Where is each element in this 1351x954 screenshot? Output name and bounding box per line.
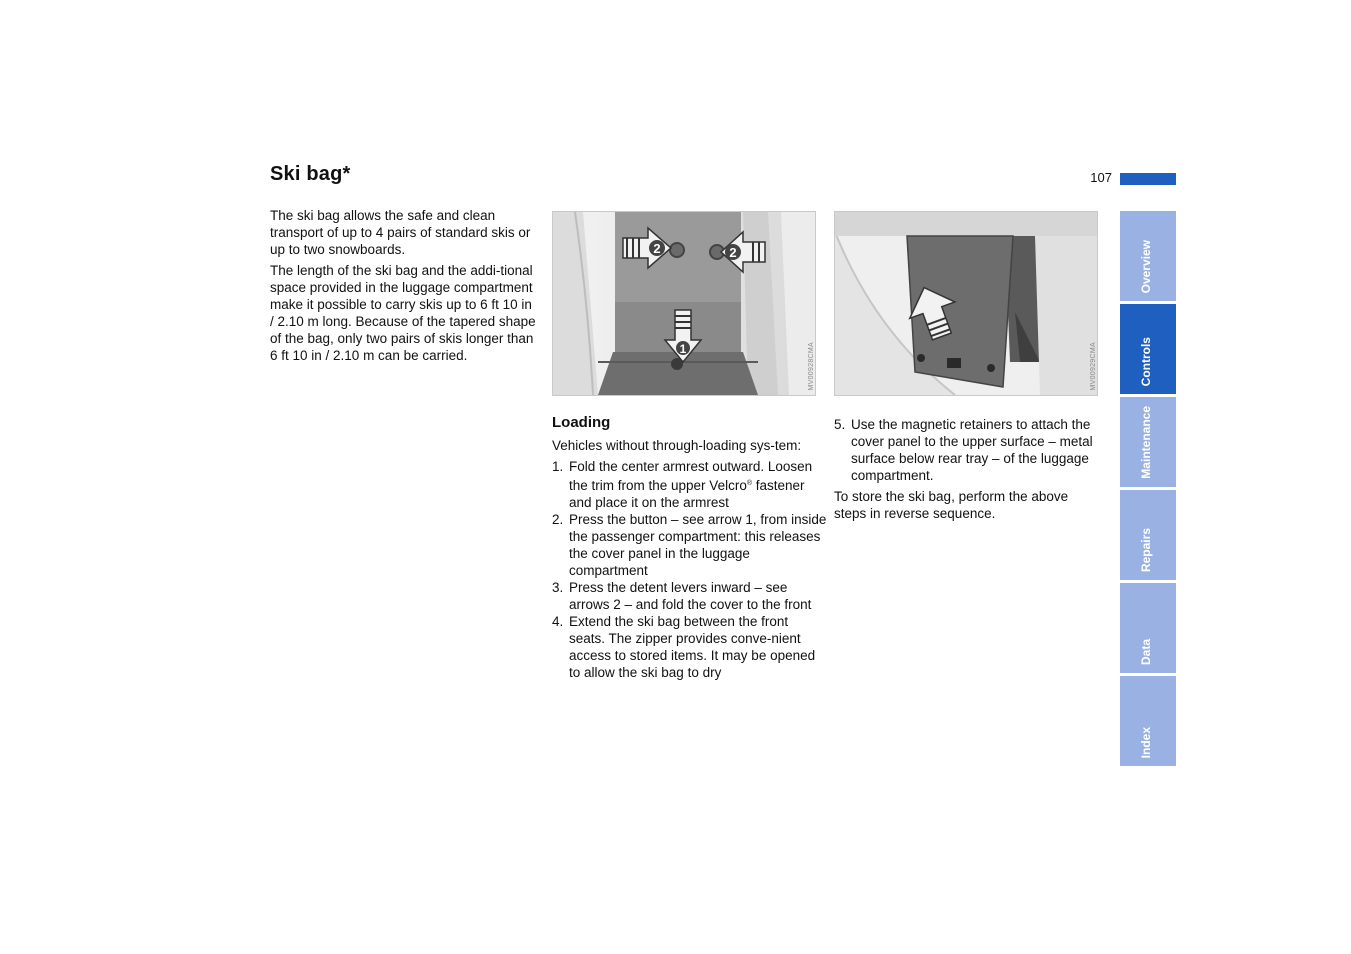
tab-data[interactable] [1120,583,1176,673]
step-text: Fold the center armrest outward. Loosen the trim from the upper Velcro [569,459,813,493]
tab-maintenance[interactable] [1120,397,1176,487]
step-number: 3. [552,580,564,595]
step-item [552,613,827,681]
closing-paragraph: To store the ski bag, perform the above steps in reverse sequence. [834,489,1069,521]
step-number: 2. [552,512,564,527]
step-text: Press the button – see arrow 1, from inside the passenger compartment: this releases the cover panel in the luggage compartment [569,512,827,578]
step-number: 4. [552,614,564,629]
intro-column [270,207,538,368]
step-item [552,511,827,579]
step-item [552,579,827,613]
step-number: 1. [552,459,564,474]
loading-steps-list [552,458,827,681]
tab-label: Index [1139,726,1153,758]
loading-steps-list-continued [834,416,1104,484]
figure-cover-release [552,211,816,396]
step-number: 5. [834,417,846,432]
figure-code: MV00929CMA [1090,342,1097,391]
intro-paragraph: The ski bag allows the safe and clean transport of up to 4 pairs of standard skis or up to two snowboards. [270,208,531,257]
registered-mark: ® [746,480,752,487]
step-text: Use the magnetic retainers to attach the cover panel to the upper surface – metal surface below rear tray – of the luggage compartment. [851,417,1093,483]
callout-2-right: 2 [729,245,737,260]
callout-2-left: 2 [653,241,661,256]
step-text-cont: fastener and place it on the armrest [569,478,805,510]
cover-release-illustration [553,212,815,395]
tab-label: Controls [1139,336,1153,386]
cover-attach-illustration [835,212,1097,395]
tab-repairs[interactable] [1120,490,1176,580]
step-text: Extend the ski bag between the front seats. The zipper provides conve-nient access to stored items. It may be opened to allow the ski bag to dry [569,614,816,680]
figure-code: MV00928CMA [808,342,815,391]
loading-column [552,414,827,681]
callout-1: 1 [679,342,687,356]
figure-cover-attach [834,211,1098,396]
page-number-bar [1120,173,1176,185]
step-item [834,416,1104,484]
tab-label: Maintenance [1139,406,1153,479]
tab-label: Overview [1139,239,1153,293]
tab-controls[interactable] [1120,304,1176,394]
step-text: Press the detent levers inward – see arrows 2 – and fold the cover to the front [569,580,812,612]
tab-label: Data [1139,638,1153,665]
tab-overview[interactable] [1120,211,1176,301]
step-item [552,458,827,511]
page-number: 107 [1090,170,1112,185]
intro-paragraph: The length of the ski bag and the addi-tional space provided in the luggage compartment make it possible to carry skis up to 6 ft 10 in / 2.10 m long. Because of the tapered shape of the bag, only two pairs of skis longer than 6 ft 10 in / 2.10 m can be carried. [270,263,536,363]
tab-label: Repairs [1139,527,1153,572]
loading-heading: Loading [552,414,611,431]
page-title: Ski bag* [270,163,351,185]
section-tabs [1120,211,1176,769]
loading-column-continued [834,416,1104,526]
tab-index[interactable] [1120,676,1176,766]
loading-intro: Vehicles without through-loading sys-tem: [552,438,802,453]
